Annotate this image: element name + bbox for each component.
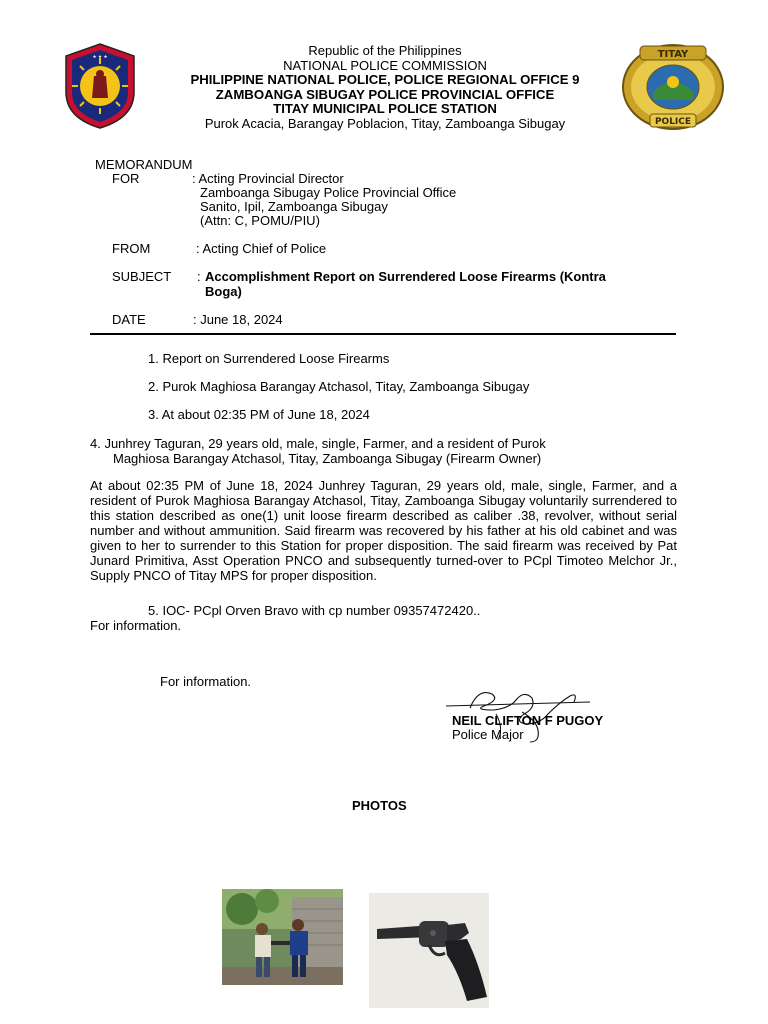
letterhead <box>140 44 630 131</box>
item-4 <box>90 436 650 466</box>
svg-text:POLICE: POLICE <box>654 117 692 127</box>
signatory-rank: Police Major <box>452 727 524 742</box>
titay-police-badge-logo <box>620 42 726 132</box>
memo-for-line2: Zamboanga Sibugay Police Provincial Office <box>200 185 457 200</box>
header-station: TITAY MUNICIPAL POLICE STATION <box>273 101 497 116</box>
memo-from-value: : Acting Chief of Police <box>196 241 327 256</box>
memo-heading: MEMORANDUM <box>95 157 193 172</box>
memo-for-line4: (Attn: C, POMU/PIU) <box>200 213 320 228</box>
memo-subject-line1: Accomplishment Report on Surrendered Loose Firearms (Kontra <box>205 269 606 284</box>
signatory-name: NEIL CLIFTON F PUGOY <box>452 713 604 728</box>
memo-subject-colon: : <box>197 269 201 284</box>
item-2: 2. Purok Maghiosa Barangay Atchasol, Titay, Zamboanga Sibugay <box>148 379 530 394</box>
item-3: 3. At about 02:35 PM of June 18, 2024 <box>148 407 370 422</box>
pnp-seal-logo <box>60 42 140 130</box>
svg-text:TITAY: TITAY <box>657 49 689 60</box>
memo-subject-label: SUBJECT <box>112 269 172 284</box>
memo-for-label: FOR <box>112 171 140 186</box>
memo-date-value: : June 18, 2024 <box>193 312 283 327</box>
photos-heading: PHOTOS <box>352 798 407 813</box>
memo-for-line1: : Acting Provincial Director <box>192 171 344 186</box>
svg-text:★ ★ ★: ★ ★ ★ <box>92 55 108 60</box>
header-address: Purok Acacia, Barangay Poblacion, Titay, Zamboanga Sibugay <box>204 115 566 131</box>
for-information-1: For information. <box>90 618 182 633</box>
memo-subject-line2: Boga) <box>205 284 242 299</box>
item-4-line2: Maghiosa Barangay Atchasol, Titay, Zamboanga Sibugay (Firearm Owner) <box>113 451 542 466</box>
item-1: 1. Report on Surrendered Loose Firearms <box>148 351 390 366</box>
turnover-photo <box>222 889 343 985</box>
header-provincial-office: ZAMBOANGA SIBUGAY POLICE PROVINCIAL OFFICE <box>215 86 555 102</box>
revolver-photo <box>369 893 489 1008</box>
for-information-2: For information. <box>160 674 252 689</box>
memo-divider <box>90 333 676 335</box>
item-4-line1: 4. Junhrey Taguran, 29 years old, male, single, Farmer, and a resident of Purok <box>90 436 546 451</box>
memo-for-line3: Sanito, Ipil, Zamboanga Sibugay <box>200 199 388 214</box>
memo-date-label: DATE <box>112 312 146 327</box>
header-pnp-region: PHILIPPINE NATIONAL POLICE, POLICE REGIONAL OFFICE 9 <box>190 72 580 87</box>
item-5: 5. IOC- PCpl Orven Bravo with cp number 09357472420.. <box>148 603 481 618</box>
header-republic: Republic of the Philippines <box>308 43 462 58</box>
memo-from-label: FROM <box>112 241 151 256</box>
header-napolcom: NATIONAL POLICE COMMISSION <box>283 57 487 73</box>
narrative-paragraph: At about 02:35 PM of June 18, 2024 Junhrey Taguran, 29 years old, male, single, Farmer, and a resident of Purok Maghiosa Barangay Atchasol, Titay, Zamboanga Sibugay voluntarily surrendered to this station described as one(1) unit loose firearm described as caliber .38, revolver, without serial number and without ammunition. Said firearm was recovered by his father at his old cabinet and was given to her to surrender to this Station for proper disposition. The said firearm was received by Pat Junard Primitiva, Asst Operation PNCO and subsequently turned-over to PCpl Timoteo Melchor Jr., Supply PNCO of Titay MPS for proper disposition. <box>90 478 677 583</box>
